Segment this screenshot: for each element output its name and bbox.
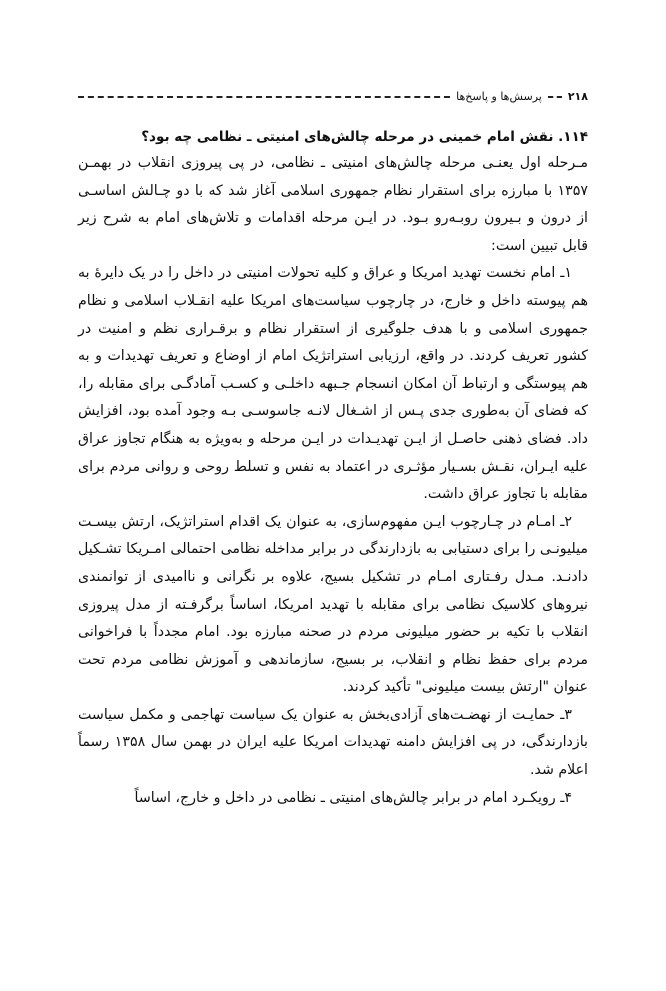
paragraph-point-3: ۳ـ حمایـت از نهضـت‌های آزادی‌بخش به عنوان یک سیاست تهاجمی و مکمل سیاست بازدارندگی، در پی افزایش دامنه تهدیدات امریکا علیه ایران در بهمن سال ۱۳۵۸ رسماً اعلام شد. bbox=[78, 706, 588, 779]
paragraph-point-4: ۴ـ رویکـرد امام در برابر چالش‌های امنیتی ـ نظامی در داخل و خارج، اساساً bbox=[134, 789, 572, 806]
page-header bbox=[78, 88, 588, 104]
question-heading: ۱۱۴. نقش امام خمینی در مرحله چالش‌های امنیتی ـ نظامی چه بود؟ bbox=[141, 129, 588, 145]
running-title: پرسش‌ها و پاسخ‌ها bbox=[456, 89, 542, 103]
page-number: ۲۱۸ bbox=[567, 89, 588, 103]
paragraph-point-1: ۱ـ امام نخست تهدید امریکا و عراق و کلیه تحولات امنیتی در داخل را در یک دایرهٔ به هم پیوسته داخل و خارج، در چارچوب سیاست‌های امریکا علیه انقـلاب اسلامی و نظام جمهوری اسلامی و با هدف جلوگیری از استقرار نظام و برقـراری نظم و امنیت در کشور تعریف کردند. در واقع، ارزیابی استراتژیک امام از اوضاع و تعریف تهدیدات و به هم پیوستگی و ارتباط آن امکان انسجام جـبهه داخلـی و کسـب آمادگـی برای مقابله را، که فضای آن به‌طوری جدی پـس از اشـغال لانـه جاسوسـی بـه وجود آمده بود، افزایش داد. فضای ذهنی حاصـل از ایـن تهدیـدات در ایـن مرحله و به‌ویژه به هنگام تجاوز عراق علیه ایـران، نقـش بسـیار مؤثـری در اعتماد به نفس و تسلط روحی و روانی مردم برای مقابله با تجاوز عراق داشت. bbox=[78, 265, 588, 503]
header-dash-short bbox=[548, 96, 562, 98]
paragraph-intro: مـرحله اول یعنـی مرحله چالش‌های امنیتی ـ نظامی، در پی پیروزی انقلاب در بهمـن ۱۳۵۷ با مبارزه برای استقرار نظام جمهوری اسلامی آغاز شد که با دو چـالش اساسـی از درون و بـیرون روبـه‌رو بـود. در ایـن مرحله اقدامات و تلاش‌های امام به شرح زیر قابل تبیین است: bbox=[78, 155, 588, 254]
header-dash-rule bbox=[78, 96, 450, 98]
paragraph-point-2: ۲ـ امـام در چـارچوب ایـن مفهوم‌سازی، به عنوان یک اقدام استراتژیک، ارتش بیسـت میلیونـی را برای دستیابی به بازدارندگی در برابر مداخله نظامی احتمالی امـریکا تشـکیل دادنـد. مـدل رفـتاری امـام در تشکیل بسیج، علاوه بر نگرانی و ناامیدی از توانمندی نیروهای کلاسیک نظامی برای مقابله با تهدید امریکا، اساساً برگرفـته از مدل پیروزی انقلاب با تکیه بر حضور میلیونی مردم در صحنه مبارزه بود. امام مجدداً با فراخوانی مردم برای حفظ نظام و انقلاب، بر بسیج، سازماندهی و آموزش نظامی مردم تحت عنوان "ارتش بیست میلیونی" تأکید کردند. bbox=[78, 513, 588, 696]
book-page bbox=[78, 88, 588, 812]
